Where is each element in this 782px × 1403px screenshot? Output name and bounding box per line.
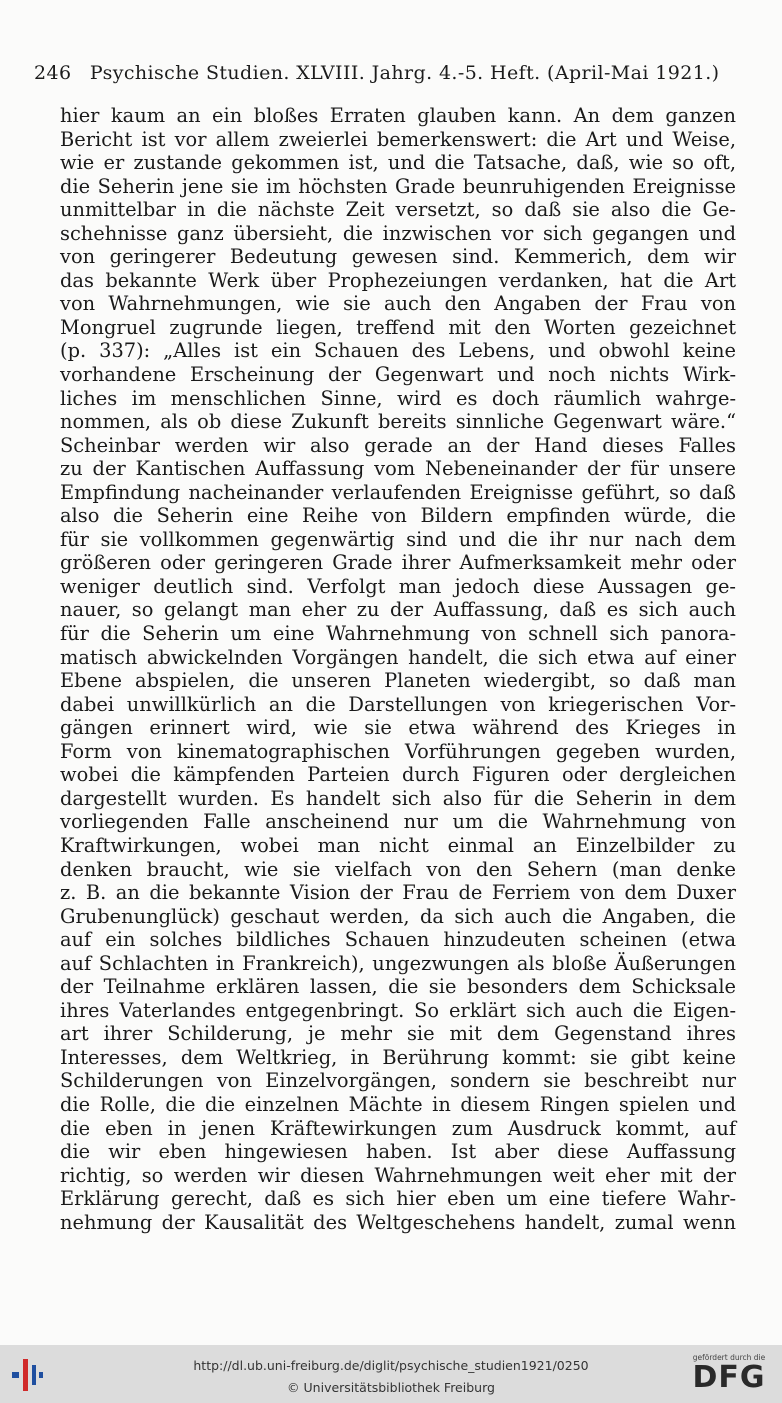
text-line: das bekannte Werk über Prophezeiungen verdanken, hat die Art bbox=[60, 268, 736, 292]
text-line: schehnisse ganz übersieht, die inzwischen vor sich gegangen und bbox=[60, 221, 736, 245]
text-line: Kraftwirkungen, wobei man nicht einmal an Einzelbilder zu bbox=[60, 833, 736, 857]
text-line: richtig, so werden wir diesen Wahrnehmungen weit eher mit der bbox=[60, 1163, 736, 1187]
body-text bbox=[60, 104, 736, 1234]
text-line: gängen erinnert wird, wie sie etwa während des Krieges in bbox=[60, 716, 736, 740]
text-line: Erklärung gerecht, daß es sich hier eben um eine tiefere Wahr- bbox=[60, 1187, 736, 1211]
text-line: der Teilnahme erklären lassen, die sie besonders dem Schicksale bbox=[60, 975, 736, 999]
text-line: matisch abwickelnden Vorgängen handelt, die sich etwa auf einer bbox=[60, 645, 736, 669]
text-line: wobei die kämpfenden Parteien durch Figuren oder dergleichen bbox=[60, 763, 736, 787]
text-line: Ebene abspielen, die unseren Planeten wiedergibt, so daß man bbox=[60, 669, 736, 693]
text-line: Form von kinematographischen Vorführungen gegeben wurden, bbox=[60, 739, 736, 763]
text-line: dargestellt wurden. Es handelt sich also für die Seherin in dem bbox=[60, 786, 736, 810]
text-line: z. B. an die bekannte Vision der Frau de Ferriem von dem Duxer bbox=[60, 881, 736, 905]
text-line: hier kaum an ein bloßes Erraten glauben kann. An dem ganzen bbox=[60, 104, 736, 127]
text-line: von Wahrnehmungen, wie sie auch den Angaben der Frau von bbox=[60, 292, 736, 316]
text-line: ihres Vaterlandes entgegenbringt. So erklärt sich auch die Eigen- bbox=[60, 998, 736, 1022]
running-title: Psychische Studien. XLVIII. Jahrg. 4.-5. Heft. (April-Mai 1921.) bbox=[89, 62, 720, 84]
footer-copyright: © Universitätsbibliothek Freiburg bbox=[287, 1380, 495, 1395]
text-line: vorliegenden Falle anscheinend nur um die Wahrnehmung von bbox=[60, 810, 736, 834]
page-number: 246 bbox=[34, 62, 72, 84]
text-line: für sie vollkommen gegenwärtig sind und die ihr nur nach dem bbox=[60, 527, 736, 551]
text-line: auf ein solches bildliches Schauen hinzudeuten scheinen (etwa bbox=[60, 928, 736, 952]
text-line: die wir eben hingewiesen haben. Ist aber diese Auffassung bbox=[60, 1140, 736, 1164]
text-line: liches im menschlichen Sinne, wird es doch räumlich wahrge- bbox=[60, 386, 736, 410]
text-line: denken braucht, wie sie vielfach von den Sehern (man denke bbox=[60, 857, 736, 881]
text-line: nommen, als ob diese Zukunft bereits sinnliche Gegenwart wäre.“ bbox=[60, 410, 736, 434]
text-line: dabei unwillkürlich an die Darstellungen von kriegerischen Vor- bbox=[60, 692, 736, 716]
text-line: Grubenunglück) geschaut werden, da sich auch die Angaben, die bbox=[60, 904, 736, 928]
text-line: unmittelbar in die nächste Zeit versetzt, so daß sie also die Ge- bbox=[60, 198, 736, 222]
text-line: weniger deutlich sind. Verfolgt man jedoch diese Aussagen ge- bbox=[60, 574, 736, 598]
text-line: nauer, so gelangt man eher zu der Auffassung, daß es sich auch bbox=[60, 598, 736, 622]
text-line: die eben in jenen Kräftewirkungen zum Ausdruck kommt, auf bbox=[60, 1116, 736, 1140]
text-line: für die Seherin um eine Wahrnehmung von schnell sich panora- bbox=[60, 622, 736, 646]
text-line: Scheinbar werden wir also gerade an der Hand dieses Falles bbox=[60, 433, 736, 457]
text-line: nehmung der Kausalität des Weltgeschehens handelt, zumal wenn bbox=[60, 1210, 736, 1234]
text-line: art ihrer Schilderung, je mehr sie mit dem Gegenstand ihres bbox=[60, 1022, 736, 1046]
footer-bar bbox=[0, 1345, 782, 1403]
text-line: zu der Kantischen Auffassung vom Nebeneinander der für unsere bbox=[60, 457, 736, 481]
text-line: wie er zustande gekommen ist, und die Tatsache, daß, wie so oft, bbox=[60, 151, 736, 175]
text-line: Schilderungen von Einzelvorgängen, sondern sie beschreibt nur bbox=[60, 1069, 736, 1093]
text-line: die Rolle, die die einzelnen Mächte in diesem Ringen spielen und bbox=[60, 1092, 736, 1116]
dfg-mark: DFG bbox=[692, 1360, 766, 1395]
text-line: größeren oder geringeren Grade ihrer Aufmerksamkeit mehr oder bbox=[60, 551, 736, 575]
text-line: Empfindung nacheinander verlaufenden Ereignisse geführt, so daß bbox=[60, 480, 736, 504]
text-line: vorhandene Erscheinung der Gegenwart und noch nichts Wirk- bbox=[60, 363, 736, 387]
footer-url-link[interactable]: http://dl.ub.uni-freiburg.de/diglit/psychische_studien1921/0250 bbox=[193, 1358, 589, 1373]
text-line: die Seherin jene sie im höchsten Grade beunruhigenden Ereignisse bbox=[60, 174, 736, 198]
text-line: auf Schlachten in Frankreich), ungezwungen als bloße Äußerungen bbox=[60, 951, 736, 975]
text-line: Bericht ist vor allem zweierlei bemerkenswert: die Art und Weise, bbox=[60, 127, 736, 151]
text-line: Interesses, dem Weltkrieg, in Berührung kommt: sie gibt keine bbox=[60, 1045, 736, 1069]
text-line: von geringerer Bedeutung gewesen sind. Kemmerich, dem wir bbox=[60, 245, 736, 269]
running-header bbox=[34, 62, 742, 84]
text-line: also die Seherin eine Reihe von Bildern empfinden würde, die bbox=[60, 504, 736, 528]
dfg-caption: gefördert durch die bbox=[692, 1353, 766, 1362]
text-line: (p. 337): „Alles ist ein Schauen des Lebens, und obwohl keine bbox=[60, 339, 736, 363]
dfg-logo[interactable] bbox=[686, 1353, 772, 1397]
text-line: Mongruel zugrunde liegen, treffend mit den Worten gezeichnet bbox=[60, 315, 736, 339]
